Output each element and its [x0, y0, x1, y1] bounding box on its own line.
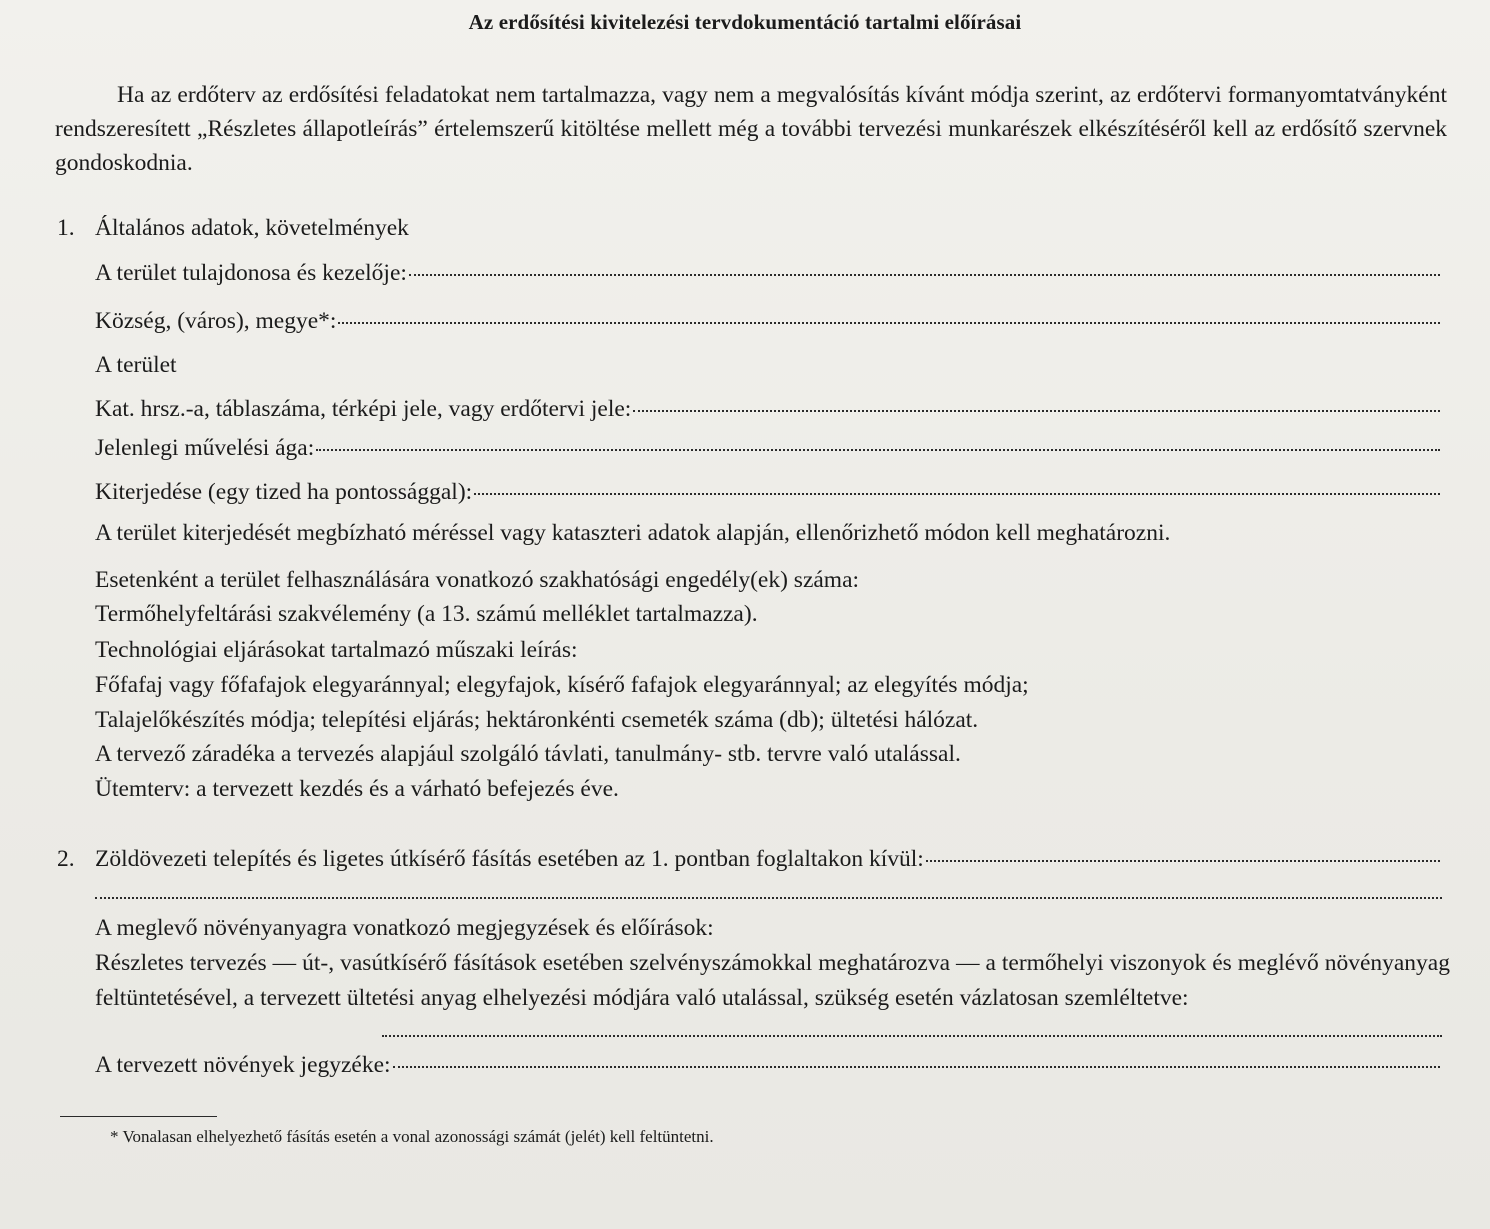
plants-list-field[interactable] [95, 1050, 1440, 1080]
detailed-design-dotted-line [382, 1035, 1442, 1037]
list-item: Főfafaj vagy főfafajok elegyaránnyal; elegyfajok, kísérő fafajok elegyaránnyal; az elegyítés módja; [95, 672, 1029, 698]
section2-heading: Zöldövezeti telepítés és ligetes útkísérő fásítás esetében az 1. pontban foglaltakon kívül: [95, 846, 924, 872]
section2-dotted-line [926, 860, 1440, 862]
list-item: Esetenként a terület felhasználására vonatkozó szakhatósági engedély(ek) száma: [95, 567, 860, 593]
plants-list-label: A tervezett növények jegyzéke: [95, 1052, 391, 1078]
detailed-design-text: Részletes tervezés — út-, vasútkísérő fásítások esetében szelvényszámokkal meghatározva — a termőhelyi viszonyok és meglévő növényanyag feltüntetésével, a tervezett ültetési anyag elhelyezési módjára való utalással, szükség esetén vázlatosan szemléltetve: [95, 950, 1450, 1011]
extent-note: A terület kiterjedését megbízható méréssel vagy kataszteri adatok alapján, ellenőrizhető módon kell meghatározni. [95, 520, 1171, 546]
list-item: Talajelőkészítés módja; telepítési eljárás; hektáronkénti csemeték száma (db); ültetési hálózat. [95, 707, 979, 733]
cultivation-dotted-line [316, 449, 1440, 451]
owner-dotted-line [409, 274, 1440, 276]
list-item: Termőhelyfeltárási szakvélemény (a 13. számú melléklet tartalmazza). [95, 601, 758, 627]
extent-label: Kiterjedése (egy tized ha pontossággal): [95, 479, 473, 505]
cultivation-field[interactable] [95, 433, 1440, 463]
intro-paragraph [55, 78, 1447, 180]
cultivation-label: Jelenlegi művelési ága: [95, 435, 315, 461]
section1-number: 1. [57, 215, 75, 241]
section2-dotted-line-extra [95, 897, 1442, 899]
intro-text: Ha az erdőterv az erdősítési feladatokat nem tartalmazza, vagy nem a megvalósítás kívánt módja szerint, az erdőtervi formanyomtatványként rendszeresített „Részletes állapotleírás” értelemszerű kitöltése mellett még a további tervezési munkarészek elkészítéséről kell az erdősítő szervnek gondoskodnia. [55, 82, 1447, 176]
owner-field[interactable] [95, 258, 1440, 288]
list-item: Ütemterv: a tervezett kezdés és a várható befejezés éve. [95, 776, 619, 802]
parcel-field[interactable] [95, 394, 1440, 424]
section1-heading: Általános adatok, követelmények [95, 215, 409, 241]
page-title: Az erdősítési kivitelezési tervdokumentáció tartalmi előírásai [468, 10, 1022, 34]
existing-plants-label: A meglevő növényanyagra vonatkozó megjegyzések és előírások: [95, 915, 714, 941]
plants-list-dotted-line [393, 1066, 1440, 1068]
section2-field[interactable] [95, 844, 1440, 874]
parcel-dotted-line [633, 410, 1440, 412]
owner-label: A terület tulajdonosa és kezelője: [95, 260, 407, 286]
municipality-field[interactable] [95, 306, 1440, 336]
footnote-rule [60, 1116, 217, 1117]
section2-number: 2. [57, 846, 75, 872]
parcel-label: Kat. hrsz.-a, táblaszáma, térképi jele, vagy erdőtervi jele: [95, 396, 632, 422]
municipality-label: Község, (város), megye*: [95, 308, 337, 334]
list-item: A tervező záradéka a tervezés alapjául szolgáló távlati, tanulmány- stb. tervre való utalással. [95, 741, 961, 767]
area-label: A terület [95, 352, 177, 378]
list-item: Technológiai eljárásokat tartalmazó műszaki leírás: [95, 637, 578, 663]
extent-dotted-line [474, 493, 1440, 495]
municipality-dotted-line [338, 322, 1440, 324]
extent-field[interactable] [95, 477, 1440, 507]
footnote: * Vonalasan elhelyezhető fásítás esetén a vonal azonossági számát (jelét) kell feltüntetni. [110, 1127, 714, 1146]
